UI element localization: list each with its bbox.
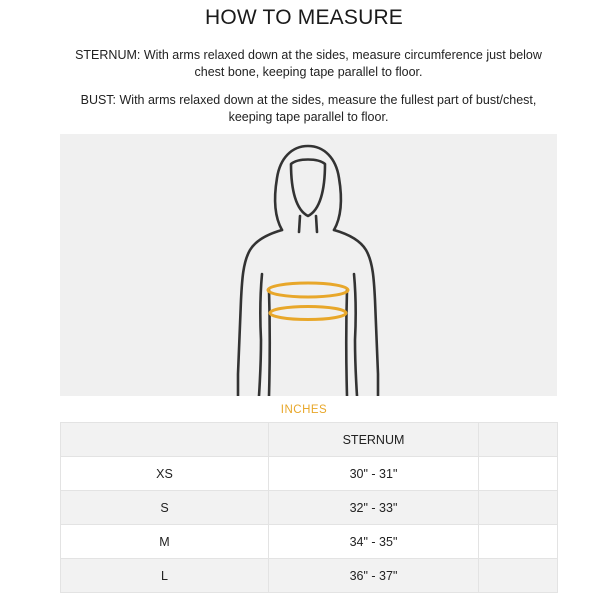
page-title: HOW TO MEASURE [204, 6, 404, 29]
body-outline [238, 146, 378, 396]
header-extra-cell [479, 423, 558, 457]
sternum-cell: 30" - 31" [269, 457, 479, 491]
extra-cell [479, 525, 558, 559]
table-row [61, 559, 558, 593]
extra-cell [479, 491, 558, 525]
size-cell: S [61, 491, 269, 525]
size-cell: XS [61, 457, 269, 491]
sternum-cell: 32" - 33" [269, 491, 479, 525]
bust-tape-line [268, 283, 348, 297]
size-cell: L [61, 559, 269, 593]
sternum-instruction-line-2: chest bone, keeping tape parallel to floor. [194, 65, 423, 79]
measuring-tape [268, 283, 348, 320]
table-row [61, 457, 558, 491]
units-label: INCHES [280, 404, 328, 416]
header-size-cell [61, 423, 269, 457]
sternum-instruction [60, 47, 557, 81]
header-sternum-cell: STERNUM [269, 423, 479, 457]
extra-cell [479, 457, 558, 491]
table-header-row [61, 423, 558, 457]
table-row [61, 525, 558, 559]
sternum-tape-line [270, 307, 346, 320]
body-outline-figure [60, 134, 557, 396]
table-row [61, 491, 558, 525]
bust-instruction-line-1: BUST: With arms relaxed down at the sides, measure the fullest part of bust/chest, [80, 93, 537, 107]
sternum-cell: 34" - 35" [269, 525, 479, 559]
extra-cell [479, 559, 558, 593]
size-chart-table [60, 422, 558, 593]
sternum-instruction-line-1: STERNUM: With arms relaxed down at the sides, measure circumference just below [75, 48, 542, 62]
sternum-cell: 36" - 37" [269, 559, 479, 593]
bust-instruction-line-2: keeping tape parallel to floor. [228, 110, 389, 124]
size-cell: M [61, 525, 269, 559]
bust-instruction [60, 92, 557, 126]
measurement-illustration [60, 134, 557, 396]
